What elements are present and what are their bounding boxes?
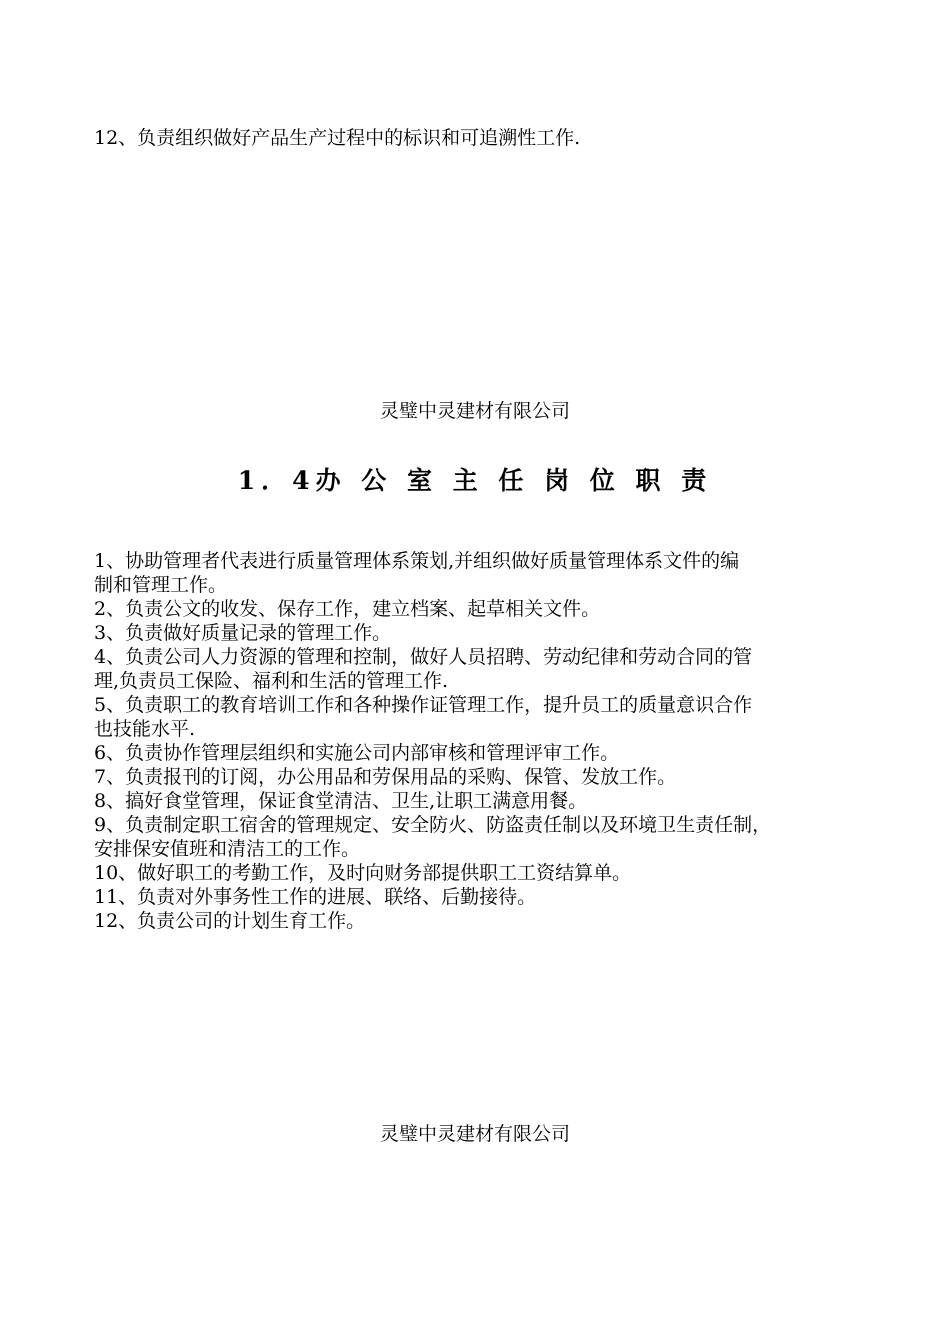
- duty-line: 7、负责报刊的订阅，办公用品和劳保用品的采购、保管、发放工作。: [94, 766, 677, 788]
- duty-line: 5、负责职工的教育培训工作和各种操作证管理工作，提升员工的质量意识合作: [94, 694, 753, 716]
- duty-line: 12、负责公司的计划生育工作。: [94, 910, 366, 932]
- company-name-footer: 灵璧中灵建材有限公司: [379, 400, 570, 422]
- duty-line: 理,负责员工保险、福利和生活的管理工作.: [94, 670, 449, 692]
- duty-list: [94, 549, 894, 933]
- duty-line: 安排保安值班和清洁工的工作。: [94, 838, 361, 860]
- company-name-footer-2: 灵璧中灵建材有限公司: [379, 1123, 570, 1145]
- duty-line: 3、负责做好质量记录的管理工作。: [94, 622, 392, 644]
- previous-page-last-item: 12、负责组织做好产品生产过程中的标识和可追溯性工作.: [94, 127, 581, 149]
- duty-line: 6、负责协作管理层组织和实施公司内部审核和管理评审工作。: [94, 742, 620, 764]
- duty-line: 8、搞好食堂管理，保证食堂清洁、卫生,让职工满意用餐。: [94, 790, 588, 812]
- duty-line: 9、负责制定职工宿舍的管理规定、安全防火、防盗责任制以及环境卫生责任制，: [94, 814, 772, 836]
- duty-line: 制和管理工作。: [94, 574, 228, 596]
- duty-line: 2、负责公文的收发、保存工作，建立档案、起草相关文件。: [94, 598, 601, 620]
- duty-line: 10、做好职工的考勤工作，及时向财务部提供职工工资结算单。: [94, 862, 632, 884]
- section-title: 1．4办 公 室 主 任 岗 位 职 责: [237, 466, 713, 495]
- duty-line: 4、负责公司人力资源的管理和控制，做好人员招聘、劳动纪律和劳动合同的管: [94, 646, 753, 668]
- duty-line: 也技能水平.: [94, 718, 196, 740]
- duty-line: 11、负责对外事务性工作的进展、联络、后勤接待。: [94, 886, 537, 908]
- duty-line: 1、协助管理者代表进行质量管理体系策划,并组织做好质量管理体系文件的编: [94, 550, 740, 572]
